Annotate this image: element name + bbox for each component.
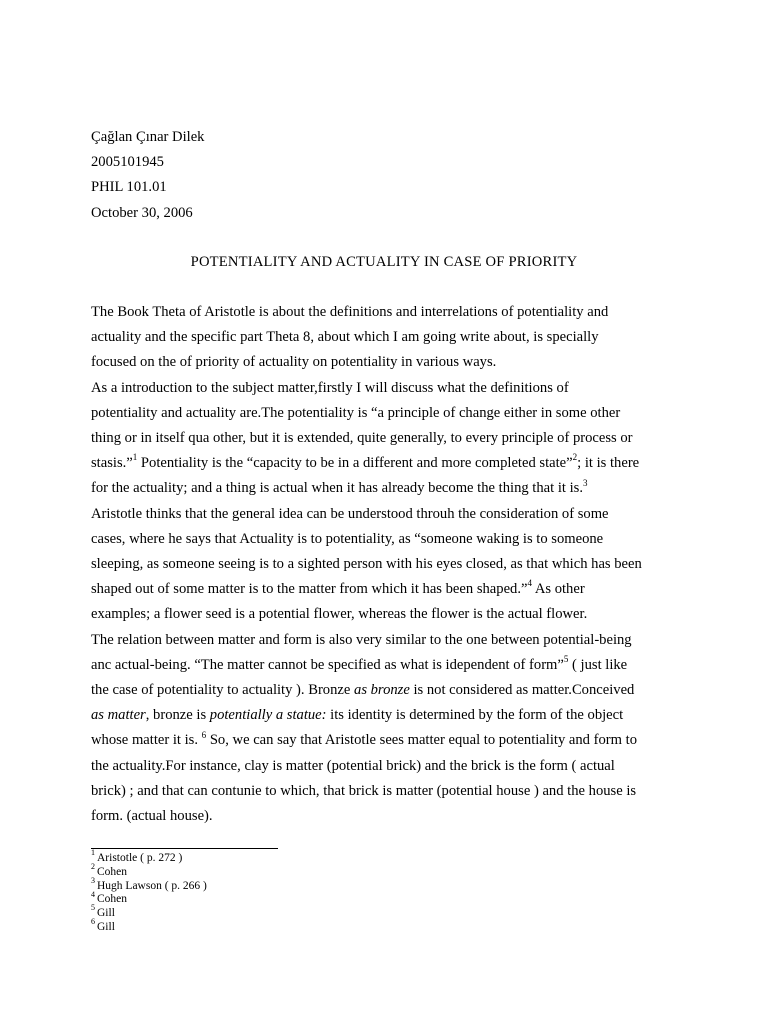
body-line: [91, 476, 691, 501]
document-header: [91, 125, 204, 226]
body-text-segment: ; it is there: [577, 455, 640, 472]
italic-phrase: potentially a statue:: [209, 707, 327, 724]
body-text-segment: Potentiality is the “capacity to be in a different and more completed state”: [137, 455, 573, 472]
title-text: POTENTIALITY AND ACTUALITY IN CASE OF PRIORITY: [190, 254, 578, 270]
body-line: potentiality and actuality are.The potentiality is “a principle of change either in some other: [91, 404, 621, 421]
body-line: [91, 728, 691, 753]
footnote-number: 5: [91, 903, 95, 913]
italic-phrase: as bronze: [354, 682, 410, 699]
footnote-item: [91, 861, 207, 880]
body-text-segment: So, we can say that Aristotle sees matter equal to potentiality and form to: [206, 732, 637, 749]
body-text-segment: whose matter it is.: [91, 732, 199, 749]
body-line: examples; a flower seed is a potential flower, whereas the flower is the actual flower.: [91, 606, 588, 623]
footnote-number: 6: [91, 917, 95, 927]
footnote-separator: [91, 848, 278, 849]
body-text-segment: the case of potentiality to actuality ). Bronze: [91, 682, 355, 699]
footnote-number: 3: [91, 875, 95, 885]
body-line: thing or in itself qua other, but it is extended, quite generally, to every principle of process or: [91, 430, 633, 447]
body-line: form. (actual house).: [91, 808, 213, 825]
body-line: actuality and the specific part Theta 8, about which I am going write about, is specially: [91, 329, 599, 346]
body-line: sleeping, as someone seeing is to a sighted person with his eyes closed, as that which has been: [91, 556, 642, 573]
author-name: Çağlan Çınar Dilek: [91, 129, 205, 145]
footnote-ref-6: 6: [201, 729, 207, 740]
body-text-segment: As other: [531, 581, 585, 598]
body-line: Aristotle thinks that the general idea can be understood throuh the consideration of some: [91, 505, 609, 522]
body-line: [91, 451, 691, 476]
body-text-segment: its identity is determined by the form of the object: [326, 707, 624, 724]
body-line: cases, where he says that Actuality is to potentiality, as “someone waking is to someone: [91, 530, 604, 547]
footnote-ref-1: 1: [132, 452, 138, 463]
footnote-ref-3: 3: [582, 477, 588, 488]
body-text-segment: ( just like: [568, 656, 628, 673]
footnote-text: Gill: [97, 907, 115, 920]
body-line: The Book Theta of Aristotle is about the definitions and interrelations of potentiality and: [91, 304, 609, 320]
body-text-segment: stasis.”: [91, 455, 133, 472]
body-line: [91, 577, 691, 602]
body-line: the actuality.For instance, clay is matter (potential brick) and the brick is the form ( actual: [91, 757, 615, 774]
footnote-ref-2: 2: [572, 452, 578, 463]
italic-phrase: as matter: [91, 707, 146, 724]
page-title: [0, 250, 768, 275]
body-line: [91, 653, 691, 678]
body-line: The relation between matter and form is also very similar to the one between potential-being: [91, 631, 632, 648]
body-line: [91, 678, 691, 703]
body-text-segment: for the actuality; and a thing is actual when it has already become the thing that it is.: [91, 480, 583, 497]
footnote-text: Cohen: [97, 865, 128, 878]
footnote-text: Cohen: [97, 893, 128, 906]
footnotes: [91, 848, 207, 935]
body-line: [91, 703, 691, 728]
footnote-item: [91, 889, 207, 907]
footnote-number: 4: [91, 889, 95, 899]
footnote-ref-4: 4: [527, 578, 532, 589]
footnote-text: Gill: [97, 920, 115, 933]
student-id: 2005101945: [91, 154, 164, 171]
footnote-item: [91, 917, 207, 935]
course-code: PHIL 101.01: [91, 179, 167, 196]
document-date: October 30, 2006: [91, 204, 193, 221]
footnote-number: 2: [91, 861, 95, 871]
essay-body: [91, 300, 691, 829]
footnote-item: [91, 903, 207, 921]
body-text-segment: shaped out of some matter is to the matter from which it has been shaped.”: [91, 581, 528, 598]
body-text-segment: , bronze is: [145, 707, 210, 724]
body-text-segment: anc actual-being. “The matter cannot be specified as what is idependent of form”: [91, 656, 564, 673]
body-line: brick) ; and that can contunie to which, that brick is matter (potential house ) and the house is: [91, 782, 637, 799]
body-line: focused on the of priority of actuality on potentiality in various ways.: [91, 354, 497, 371]
footnote-item: [91, 848, 207, 866]
footnote-text: Hugh Lawson ( p. 266 ): [97, 879, 207, 892]
footnote-ref-5: 5: [563, 653, 569, 664]
body-line: As a introduction to the subject matter,firstly I will discuss what the definitions of: [91, 379, 569, 396]
footnote-text: Aristotle ( p. 272 ): [97, 852, 183, 864]
body-text-segment: is not considered as matter.Conceived: [409, 682, 635, 699]
footnote-number: 1: [91, 848, 95, 858]
footnote-item: [91, 875, 207, 894]
